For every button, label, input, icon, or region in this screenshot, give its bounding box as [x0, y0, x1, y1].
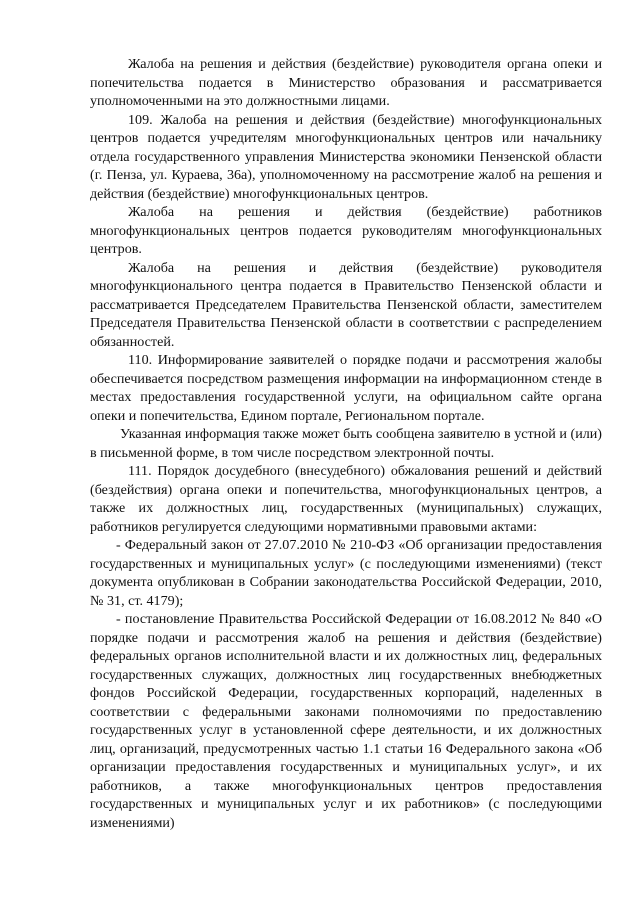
- paragraph-complaint-mfc-head: Жалоба на решения и действия (бездействие) руководителя многофункционального центра подается в Правительство Пензенской области и рассматривается Председателем Правительства Пензенской области, заместителем Председателя Правительства Пензенской области в соответствии с распределением обязанностей.: [90, 259, 602, 350]
- document-page: [90, 55, 602, 832]
- paragraph-item-110: 110. Информирование заявителей о порядке подачи и рассмотрения жалобы обеспечивается посредством размещения информации на информационном стенде в местах предоставления государственной услуги, на официальном сайте органа опеки и попечительства, Едином портале, Региональном портале.: [90, 352, 602, 424]
- paragraph-complaint-mfc-workers: Жалоба на решения и действия (бездействие) работников многофункциональных центров подается руководителям многофункциональных центров.: [90, 204, 602, 257]
- paragraph-complaint-guardianship-head: Жалоба на решения и действия (бездействие) руководителя органа опеки и попечительства подается в Министерство образования и рассматривается уполномоченными на это должностными лицами.: [90, 56, 602, 109]
- paragraph-info-oral-written: Указанная информация также может быть сообщена заявителю в устной и (или) в письменной форме, в том числе посредством электронной почты.: [90, 426, 602, 461]
- paragraph-item-109: 109. Жалоба на решения и действия (бездействие) многофункциональных центров подается учредителям многофункциональных центров или начальнику отдела государственного управления Министерства экономики Пензенской области (г. Пенза, ул. Кураева, 36а), уполномоченному на рассмотрение жалоб на решения и действия (бездействие) многофункциональных центров.: [90, 111, 602, 202]
- list-item-government-decree-840: - постановление Правительства Российской Федерации от 16.08.2012 № 840 «О порядке подачи и рассмотрения жалоб на решения и действия (бездействие) федеральных органов исполнительной власти и их должностных лиц, федеральных государственных служащих, должностных лиц государственных внебюджетных фондов Российской Федерации, государственных корпораций, наделенных в соответствии с федеральными законами полномочиями по предоставлению государственных услуг в установленной сфере деятельности, и их должностных лиц, организаций, предусмотренных частью 1.1 статьи 16 Федерального закона «Об организации предоставления государственных и муниципальных услуг», и их работников, а также многофункциональных центров предоставления государственных и муниципальных услуг и их работников» (с последующими изменениями): [90, 611, 602, 831]
- paragraph-item-111: 111. Порядок досудебного (внесудебного) обжалования решений и действий (бездействия) органа опеки и попечительства, многофункциональных центров, а также их должностных лиц, государственных (муниципальных) служащих, работников регулируется следующими нормативными правовыми актами:: [90, 463, 602, 535]
- list-item-federal-law-210: - Федеральный закон от 27.07.2010 № 210-ФЗ «Об организации предоставления государственных и муниципальных услуг» (с последующими изменениями) (текст документа опубликован в Собрании законодательства Российской Федерации, 2010, № 31, ст. 4179);: [90, 537, 602, 609]
